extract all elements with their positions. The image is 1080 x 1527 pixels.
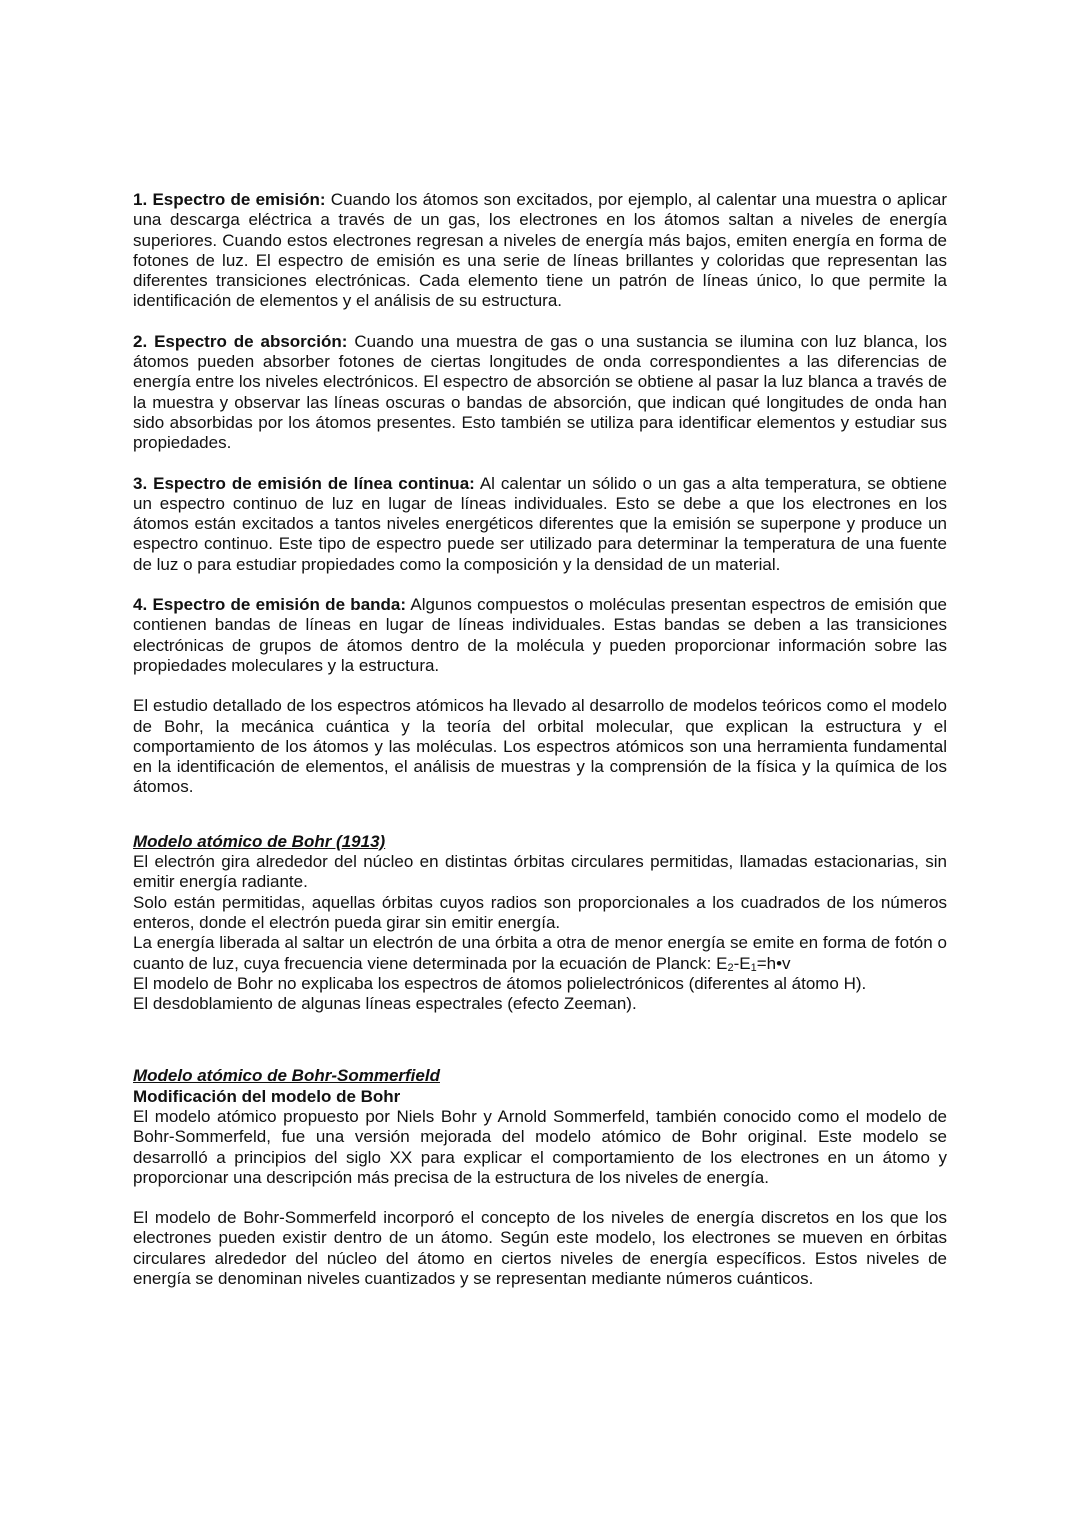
continuous-spectrum-text: Al calentar un sólido o un gas a alta temperatura, se obtiene un espectro continuo de luz en lugar de líneas individuales. Esto se debe a que los electrones en los átomos están excitados a tantos niveles energéticos diferentes que la emisión se superpone y produce un espectro continuo. Este tipo de espectro puede ser utilizado para determinar la temperatura de una fuente de luz o para estudiar propiedades como la composición y la densidad de un material.: [133, 473, 948, 574]
eq-sub-2: 2: [727, 961, 734, 974]
absorption-spectrum-paragraph: [133, 332, 947, 454]
emission-spectrum-paragraph: [133, 190, 947, 312]
continuous-spectrum-paragraph: [133, 474, 947, 575]
bohr-point-3-text: La energía liberada al saltar un electrón de una órbita a otra de menor energía se emite en forma de fotón o cuanto de luz, cuya frecuencia viene determinada por la ecuación de Planck:: [133, 933, 947, 973]
sommerfeld-subtitle: Modificación del modelo de Bohr: [133, 1086, 401, 1106]
emission-spectrum-text: Cuando los átomos son excitados, por ejemplo, al calentar una muestra o aplicar una descarga eléctrica a través de un gas, los electrones en los átomos saltan a niveles de energía superiores. Cuando estos electrones regresan a niveles de energía más bajos, emiten energía en forma de fotones de luz. El espectro de emisión es una serie de líneas brillantes y coloridas que representan las diferentes transiciones electrónicas. Cada elemento tiene un patrón de líneas único, lo que permite la identificación de elementos y el análisis de su estructura.: [133, 190, 947, 311]
sommerfeld-model-title: Modelo atómico de Bohr-Sommerfield: [133, 1066, 440, 1086]
bohr-point-2: Solo están permitidas, aquellas órbitas cuyos radios son proporcionales a los cuadrados de los números enteros, donde el electrón pueda girar sin emitir energía.: [133, 892, 947, 932]
bohr-point-1: El electrón gira alrededor del núcleo en distintas órbitas circulares permitidas, llamadas estacionarias, sin emitir energía radiante.: [133, 852, 947, 892]
emission-spectrum-heading: 1. Espectro de emisión:: [133, 190, 326, 209]
eq-minus-e1: -E: [733, 953, 751, 973]
absorption-spectrum-text: Cuando una muestra de gas o una sustancia se ilumina con luz blanca, los átomos pueden absorber fotones de ciertas longitudes de onda correspondientes a las diferencias de energía entre los niveles electrónicos. El espectro de absorción se obtiene al pasar la luz blanca a través de la muestra y observar las líneas oscuras o bandas de absorción, que indican qué longitudes de onda han sido absorbidas por los átomos presentes. Esto también se utiliza para identificar elementos y estudiar sus propiedades.: [133, 331, 948, 453]
sommerfeld-paragraph-2: El modelo de Bohr-Sommerfeld incorporó el concepto de los niveles de energía discretos en los que los electrones pueden existir dentro de un átomo. Según este modelo, los electrones se mueven en órbitas circulares alrededor del núcleo del átomo en ciertos niveles de energía específicos. Estos niveles de energía se denominan niveles cuantizados y se representan mediante números cuánticos.: [133, 1208, 947, 1289]
bohr-point-4: El modelo de Bohr no explicaba los espectros de átomos polielectrónicos (diferentes al átomo H).: [133, 973, 867, 993]
eq-sub-1: 1: [750, 961, 757, 974]
bohr-model-title: Modelo atómico de Bohr (1913): [133, 831, 386, 851]
eq-e2-letter: E: [716, 953, 728, 973]
sommerfeld-paragraph-1: El modelo atómico propuesto por Niels Bohr y Arnold Sommerfeld, también conocido como el modelo de Bohr-Sommerfeld, fue una versión mejorada del modelo atómico de Bohr original. Este modelo se desarrolló a principios del siglo XX para explicar el comportamiento de los electrones en un átomo y proporcionar una descripción más precisa de la estructura de los niveles de energía.: [133, 1106, 947, 1187]
band-spectrum-paragraph: [133, 595, 947, 676]
band-spectrum-heading: 4. Espectro de emisión de banda:: [133, 595, 407, 615]
bohr-point-3: [133, 933, 947, 974]
band-spectrum-text: Algunos compuestos o moléculas presentan espectros de emisión que contienen bandas de líneas en lugar de líneas individuales. Estas bandas se deben a las transiciones electrónicas de grupos de átomos dentro de la molécula y pueden proporcionar información sobre las propiedades moleculares y la estructura.: [133, 595, 947, 675]
summary-paragraph: [133, 696, 947, 797]
continuous-spectrum-heading: 3. Espectro de emisión de línea continua:: [133, 473, 475, 493]
absorption-spectrum-heading: 2. Espectro de absorción:: [133, 331, 348, 351]
summary-text: El estudio detallado de los espectros atómicos ha llevado al desarrollo de modelos teóricos como el modelo de Bohr, la mecánica cuántica y la teoría del orbital molecular, que explican la estructura y el comportamiento de los átomos y las moléculas. Los espectros atómicos son una herramienta fundamental en la identificación de elementos, el análisis de muestras y la comprensión de la física y la química de los átomos.: [133, 696, 947, 797]
eq-h-nu: =h•v: [756, 953, 791, 973]
planck-equation: [716, 954, 790, 973]
document-page: [133, 190, 947, 1309]
bohr-point-5: El desdoblamiento de algunas líneas espectrales (efecto Zeeman).: [133, 994, 637, 1014]
